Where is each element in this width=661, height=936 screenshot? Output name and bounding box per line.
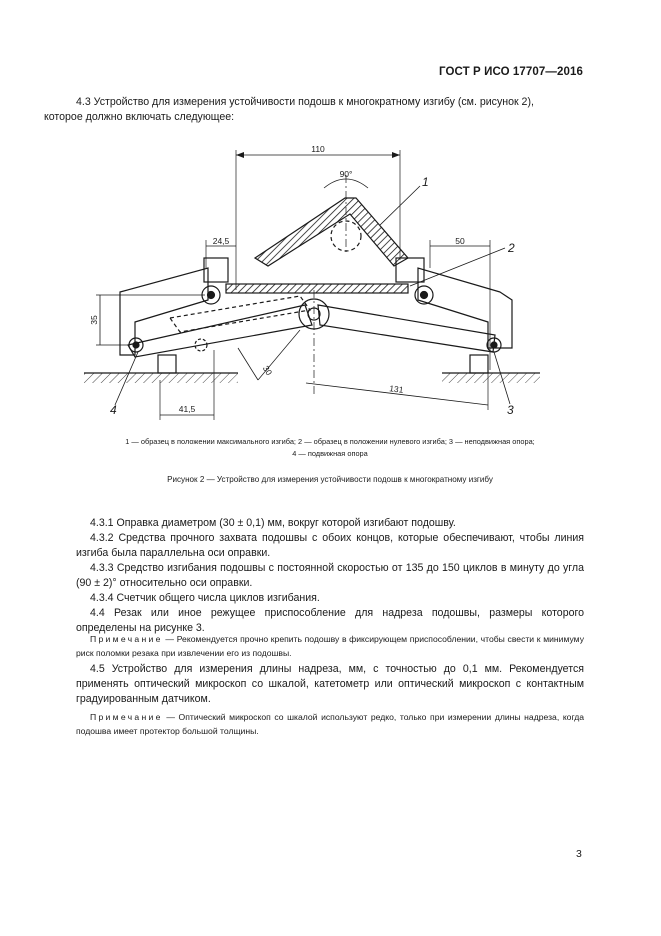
callout-3: 3 bbox=[507, 403, 514, 417]
dim-131: 131 bbox=[388, 383, 405, 395]
intro-line-2: которое должно включать следующее: bbox=[44, 111, 235, 123]
figure-legend bbox=[60, 436, 600, 460]
right-lever-arm bbox=[318, 305, 495, 352]
item-4-4: 4.4 Резак или иное режущее приспособление для надреза подошвы, размеры которого определены на рисунке 3. bbox=[76, 607, 584, 634]
left-lever-arm bbox=[128, 305, 312, 357]
items-block bbox=[76, 516, 584, 636]
intro-line-1: 4.3 Устройство для измерения устойчивости подошв к многократному изгибу (см. рисунок 2), bbox=[76, 96, 534, 108]
legend-line-2: 4 — подвижная опора bbox=[292, 449, 368, 458]
figure-caption: Рисунок 2 — Устройство для измерения устойчивости подошв к многократному изгибу bbox=[167, 475, 493, 484]
note-1-label: Примечание bbox=[90, 634, 163, 644]
page-number: 3 bbox=[576, 848, 582, 860]
right-clamp-body bbox=[418, 268, 512, 348]
item-4-5: 4.5 Устройство для измерения длины надреза, мм, с точностью до 0,1 мм. Рекомендуется применять оптический микроскоп со шкалой, катетометр или оптический микроскоп с контактным градуированным датчиком. bbox=[76, 663, 584, 705]
dim-angle-90: 90° bbox=[339, 169, 353, 179]
item-4-3-2: 4.3.2 Средства прочного захвата подошвы с обоих концов, которые обеспечивают, чтобы линия изгиба была параллельна оси оправки. bbox=[76, 532, 584, 559]
item-4-3-3: 4.3.3 Средство изгибания подошвы с постоянной скоростью от 135 до 150 циклов в минуту до угла (90 ± 2)° относительно оси оправки. bbox=[76, 562, 584, 589]
sample-zero-bend bbox=[226, 284, 408, 293]
dim-110: 110 bbox=[311, 144, 325, 154]
dim-35: 35 bbox=[89, 315, 99, 325]
note-2-label: Примечание bbox=[90, 712, 163, 722]
callout-4: 4 bbox=[110, 403, 117, 417]
left-pedestal bbox=[158, 355, 176, 373]
callout-2: 2 bbox=[508, 241, 515, 255]
dim-50: 50 bbox=[455, 236, 465, 246]
document-code-header: ГОСТ Р ИСО 17707—2016 bbox=[438, 66, 583, 78]
note-1 bbox=[76, 633, 584, 660]
item-4-3-4: 4.3.4 Счетчик общего числа циклов изгибания. bbox=[90, 592, 320, 604]
dim-41-5: 41,5 bbox=[178, 404, 196, 414]
note-2-text: — Оптический микроскоп со шкалой используют редко, только при измерении длины надреза, когда подошва имеет протектор большой толщины. bbox=[76, 712, 584, 736]
callout-1: 1 bbox=[422, 175, 429, 189]
left-clamp-body bbox=[120, 268, 208, 355]
dim-30: 30 bbox=[260, 363, 275, 378]
note-1-text: — Рекомендуется прочно крепить подошву в фиксирующем приспособлении, чтобы свести к минимуму риск поломки резака при извлечении его из подошвы. bbox=[76, 634, 584, 658]
item-4-3-1: 4.3.1 Оправка диаметром (30 ± 0,1) мм, вокруг которой изгибают подошву. bbox=[90, 517, 456, 529]
lever-arm-alt-position bbox=[170, 296, 310, 332]
note-2 bbox=[76, 711, 584, 738]
right-pedestal bbox=[470, 355, 488, 373]
dim-24-5: 24,5 bbox=[212, 236, 230, 246]
legend-line-1: 1 — образец в положении максимального изгиба; 2 — образец в положении нулевого изгиба; 3 — неподвижная опора; bbox=[125, 437, 535, 446]
